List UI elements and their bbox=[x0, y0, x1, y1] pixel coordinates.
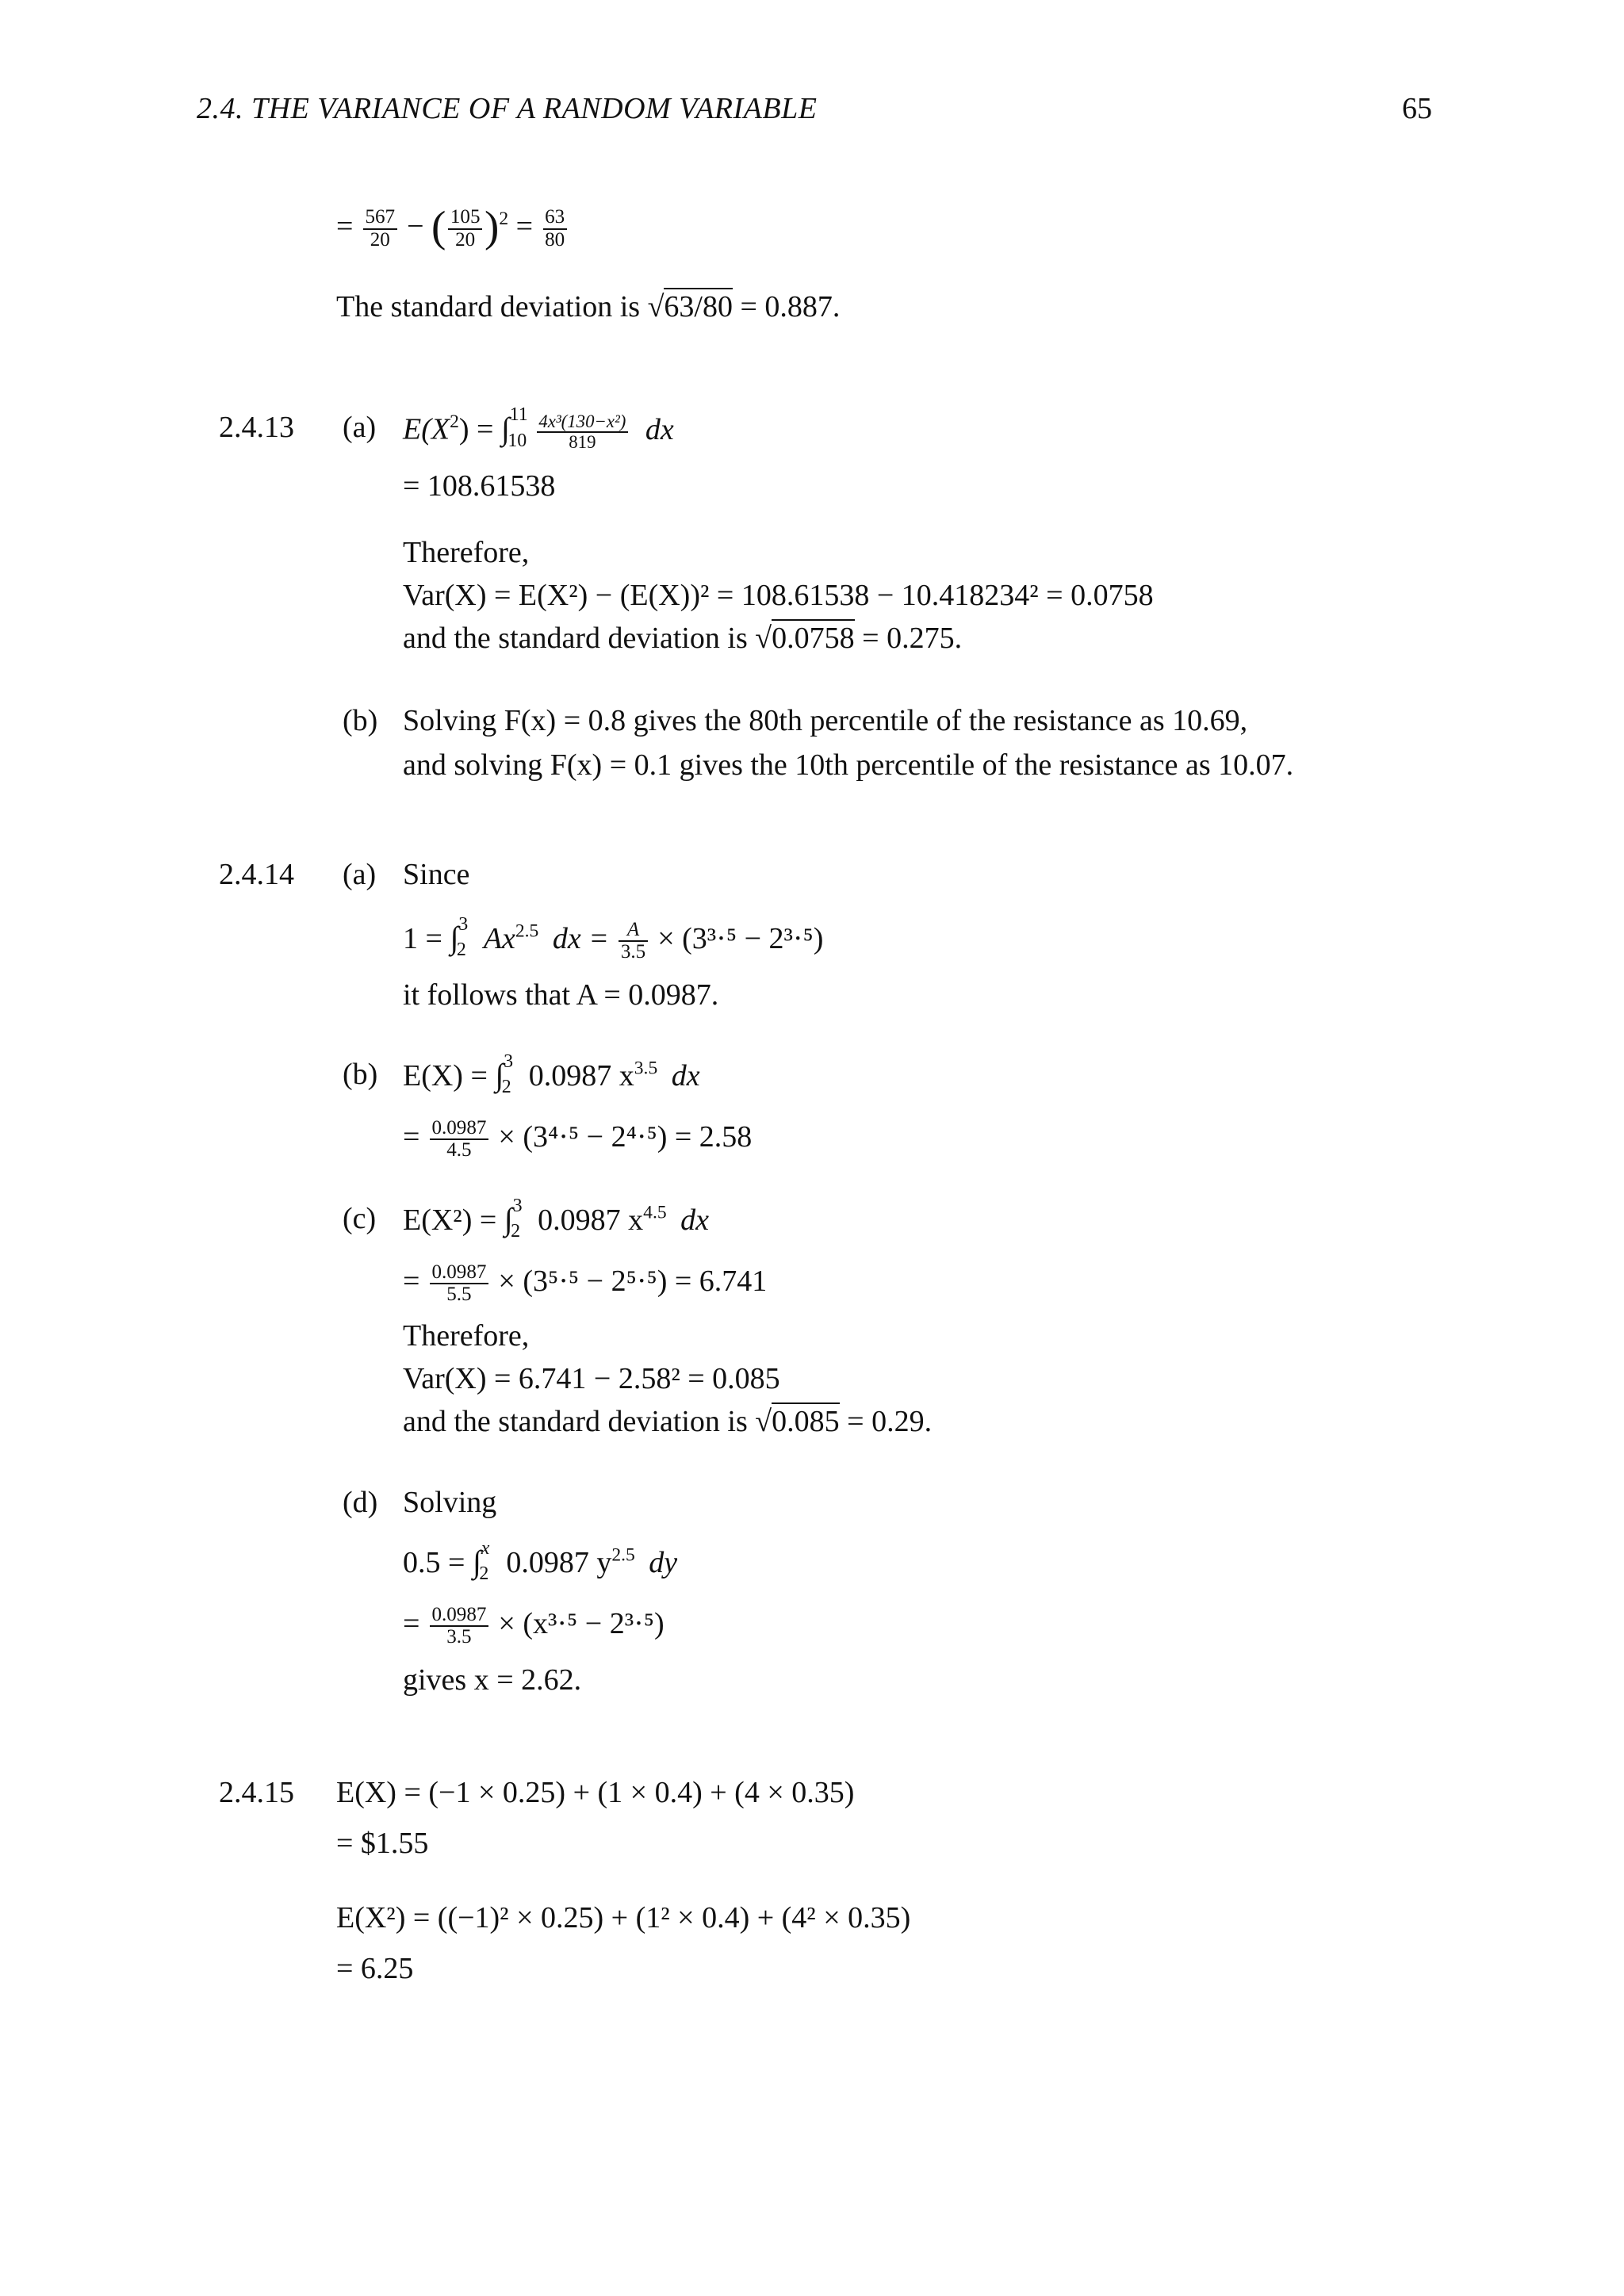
result-line: = $\frac{0.0987}{3.5}$ × (x³·⁵ − 2³·⁵) bbox=[403, 1604, 665, 1648]
part-label: (a) bbox=[343, 858, 377, 891]
std-dev-sentence: The standard deviation is √63/80 = 0.887. bbox=[336, 292, 840, 322]
std-dev-sentence: and the standard deviation is √0.085 = 0.29. bbox=[403, 1406, 932, 1437]
integral-sign: ∫ 11 10 bbox=[500, 404, 528, 451]
running-header-title: 2.4. THE VARIANCE OF A RANDOM VARIABLE bbox=[197, 92, 818, 125]
part-label: (b) bbox=[343, 704, 378, 737]
solving-text: Solving bbox=[403, 1486, 497, 1519]
fraction-63-80: $\frac{63}{80}$ bbox=[543, 207, 567, 251]
variance-line: Var(X) = E(X²) − (E(X))² = 108.61538 − 10.418234² = 0.0758 bbox=[403, 579, 1154, 612]
fraction-0-0987-over-4-5: $\frac{0.0987}{4.5}$ bbox=[430, 1118, 488, 1161]
variance-calc-line: = $\frac{567}{20}$ − ( $\frac{105}{20}$ )$^2$ = $\frac{63}{80}$ bbox=[336, 205, 569, 251]
page-number: 65 bbox=[1402, 92, 1432, 125]
sqrt-expression: √0.085 bbox=[755, 1402, 839, 1438]
result-line: = 108.61538 bbox=[403, 469, 556, 503]
part-label: (c) bbox=[343, 1202, 377, 1235]
therefore-text: Therefore, bbox=[403, 1319, 530, 1353]
fraction-a-over-3-5: $\frac{A}{3.5}$ bbox=[619, 920, 647, 963]
part-label: (b) bbox=[343, 1058, 378, 1091]
conclusion-line: it follows that A = 0.0987. bbox=[403, 978, 719, 1012]
part-label: (d) bbox=[343, 1486, 378, 1519]
normalization-equation: 1 = ∫ 3 2 $Ax^{2.5}$ dx = $\frac{A}{3.5}$ × (3³·⁵ − 2³·⁵) bbox=[403, 913, 824, 963]
integral-sign: ∫ 3 2 bbox=[495, 1050, 514, 1098]
second-moment-integral: E(X²) = ∫ 3 2 0.0987 $x^{4.5}$ dx bbox=[403, 1195, 709, 1242]
therefore-text: Therefore, bbox=[403, 536, 530, 569]
variance-line: Var(X) = 6.741 − 2.58² = 0.085 bbox=[403, 1362, 780, 1395]
std-dev-sentence: and the standard deviation is √0.0758 = 0.275. bbox=[403, 623, 962, 653]
result-line: = $1.55 bbox=[336, 1827, 429, 1860]
sqrt-expression: √0.0758 bbox=[755, 619, 854, 655]
integral-sign: ∫ 3 2 bbox=[504, 1195, 523, 1242]
problem-number: 2.4.13 bbox=[219, 411, 294, 444]
problem-number: 2.4.15 bbox=[219, 1776, 294, 1809]
expectation-integral: E(X) = ∫ 3 2 0.0987 $x^{3.5}$ dx bbox=[403, 1050, 700, 1098]
integrand-fraction: $\frac{\text{4x³(130−x²)}}{819}$ bbox=[537, 412, 628, 452]
integral-sign: ∫ x 2 bbox=[472, 1537, 490, 1585]
fraction-567-20: $\frac{567}{20}$ bbox=[363, 207, 397, 251]
integral-sign: ∫ 3 2 bbox=[450, 913, 469, 961]
second-moment-sum: E(X²) = ((−1)² × 0.25) + (1² × 0.4) + (4² × 0.35) bbox=[336, 1901, 911, 1934]
result-line: = $\frac{0.0987}{5.5}$ × (3⁵·⁵ − 2⁵·⁵) = 6.741 bbox=[403, 1261, 768, 1306]
part-label: (a) bbox=[343, 411, 377, 444]
fraction-105-20: $\frac{105}{20}$ bbox=[448, 207, 482, 251]
fraction-0-0987-over-5-5: $\frac{0.0987}{5.5}$ bbox=[430, 1262, 488, 1306]
conclusion-line: gives x = 2.62. bbox=[403, 1663, 582, 1697]
since-text: Since bbox=[403, 858, 470, 891]
fraction-0-0987-over-3-5: $\frac{0.0987}{3.5}$ bbox=[430, 1605, 488, 1648]
problem-number: 2.4.14 bbox=[219, 858, 294, 891]
median-integral: 0.5 = ∫ x 2 0.0987 $y^{2.5}$ dy bbox=[403, 1537, 678, 1585]
expectation-integral: $E(X^2)$ = ∫ 11 10 $\frac{\text{4x³(130−x²)}}{819}$ dx bbox=[403, 404, 674, 452]
sqrt-expression: √63/80 bbox=[648, 288, 733, 323]
result-line: = $\frac{0.0987}{4.5}$ × (3⁴·⁵ − 2⁴·⁵) = 2.58 bbox=[403, 1117, 753, 1161]
percentile-line-1: Solving F(x) = 0.8 gives the 80th percentile of the resistance as 10.69, bbox=[403, 704, 1248, 737]
expectation-sum: E(X) = (−1 × 0.25) + (1 × 0.4) + (4 × 0.35) bbox=[336, 1776, 855, 1809]
percentile-line-2: and solving F(x) = 0.1 gives the 10th percentile of the resistance as 10.07. bbox=[403, 748, 1294, 782]
result-line: = 6.25 bbox=[336, 1952, 414, 1985]
